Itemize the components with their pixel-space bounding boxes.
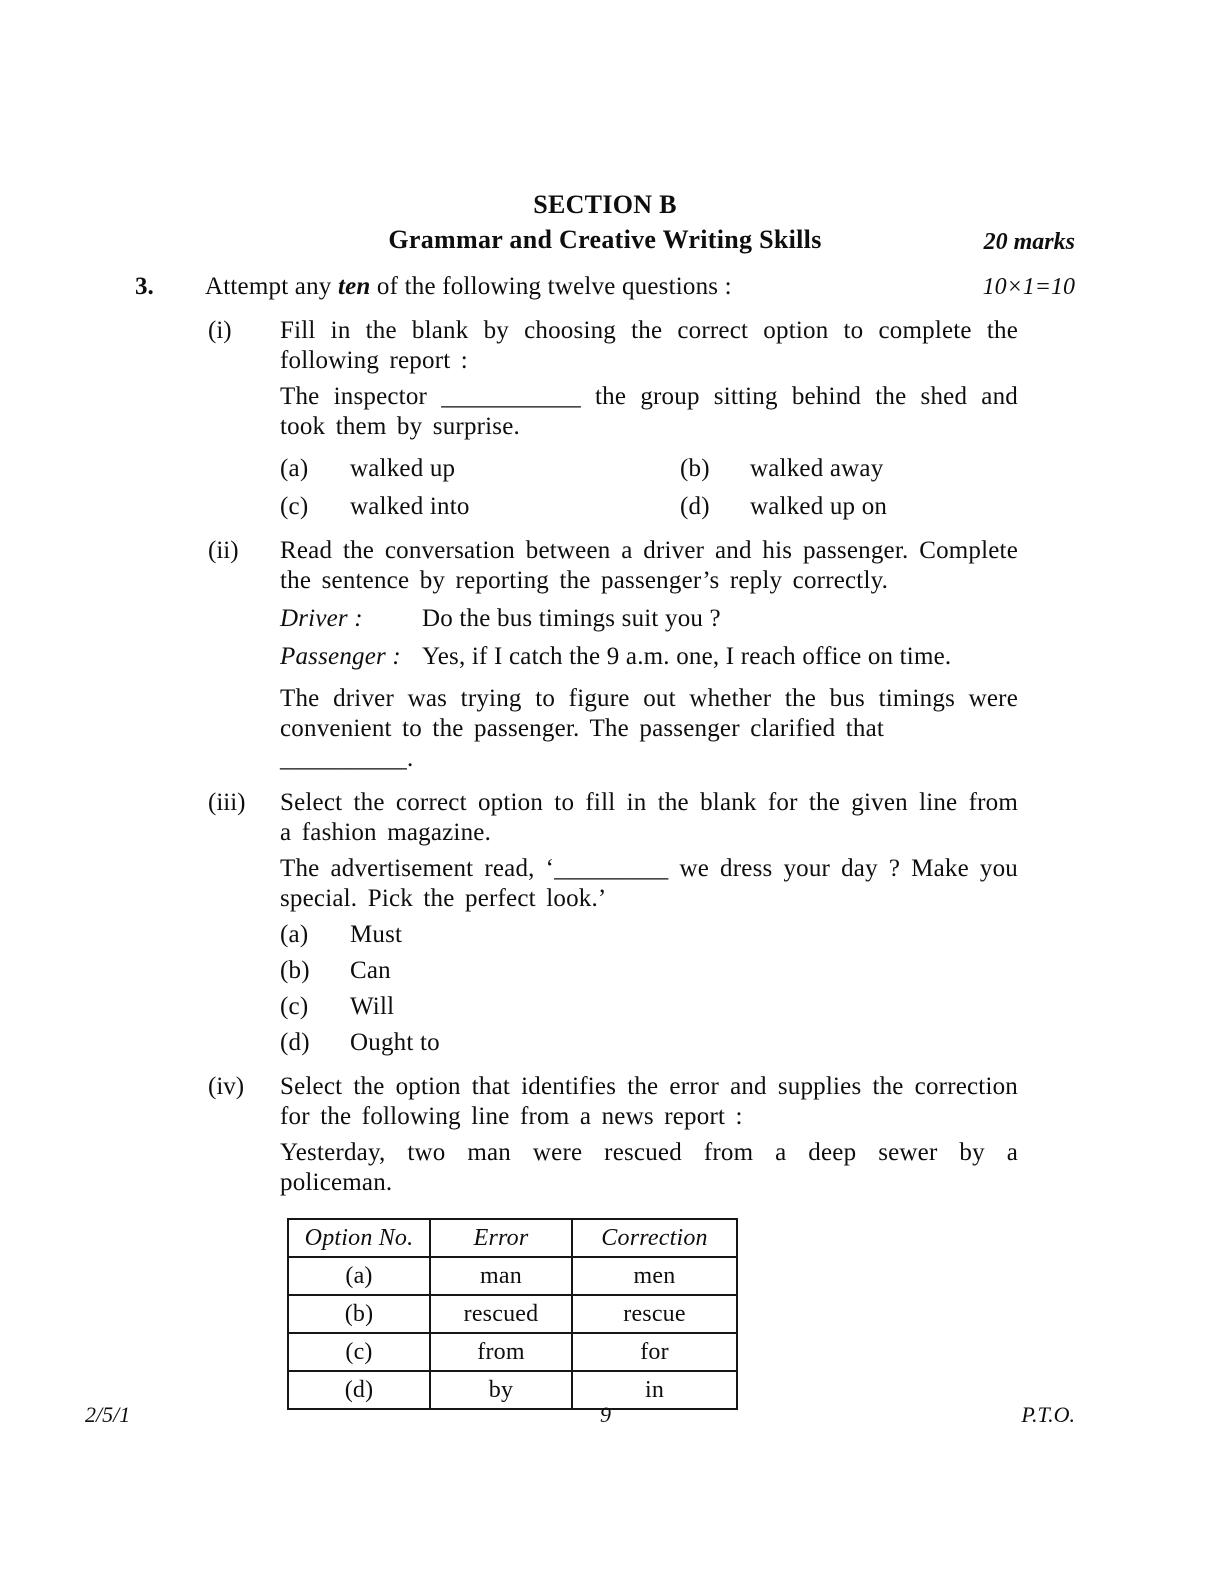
question-3-prompt — [205, 272, 983, 302]
sub-question-i — [208, 316, 1075, 522]
sub-questions — [208, 316, 1075, 1410]
sub-question-iii-options — [280, 920, 1018, 1058]
table-row — [288, 1295, 737, 1333]
option-a-text: Must — [350, 921, 403, 948]
cell-error: man — [430, 1257, 572, 1295]
option-d-label: (d) — [280, 1029, 310, 1056]
section-marks: 20 marks — [983, 229, 1075, 255]
option-d — [680, 492, 1018, 522]
table-row — [288, 1333, 737, 1371]
speaker-driver: Driver : — [280, 605, 363, 632]
option-d-label: (d) — [680, 493, 710, 520]
header-option-no: Option No. — [288, 1219, 430, 1257]
sub-question-ii-instruction: Read the conversation between a driver and his passenger. Complete the sentence by reporting the passenger’s reply correctly. — [280, 537, 1018, 594]
option-b-text: walked away — [750, 455, 884, 482]
cell-correction: in — [572, 1371, 737, 1409]
sub-question-iv-body — [280, 1072, 1018, 1410]
option-b-label: (b) — [680, 455, 710, 482]
sub-question-ii-blank-line: __________. — [280, 745, 414, 772]
sub-question-ii-closing: The driver was trying to figure out whether the bus timings were convenient to the passenger. The passenger clarified that — [280, 685, 1018, 742]
dialogue-row-driver — [280, 604, 1018, 634]
option-b — [280, 956, 1018, 986]
option-b — [680, 454, 1018, 484]
option-b-label: (b) — [280, 957, 310, 984]
sub-question-iii-label: (iii) — [208, 789, 246, 816]
sub-question-iv-stem: Yesterday, two man were rescued from a deep sewer by a policeman. — [280, 1139, 1018, 1196]
sub-question-i-body — [280, 316, 1018, 522]
footer-pto: P.T.O. — [1021, 1402, 1075, 1427]
option-a — [280, 454, 680, 484]
option-a-text: walked up — [350, 455, 456, 482]
option-d-text: walked up on — [750, 493, 888, 520]
error-correction-table — [287, 1218, 738, 1410]
option-c — [280, 992, 1018, 1022]
option-c-text: Will — [350, 993, 395, 1020]
cell-option: (d) — [288, 1371, 430, 1409]
footer-paper-code: 2/5/1 — [85, 1402, 131, 1427]
table-header-row — [288, 1219, 737, 1257]
passenger-line: Yes, if I catch the 9 a.m. one, I reach office on time. — [422, 643, 952, 670]
dialogue — [280, 604, 1018, 672]
option-a — [280, 920, 1018, 950]
cell-correction: rescue — [572, 1295, 737, 1333]
sub-question-i-label: (i) — [208, 317, 232, 344]
header-correction: Correction — [572, 1219, 737, 1257]
sub-question-i-instruction: Fill in the blank by choosing the correct option to complete the following report : — [280, 317, 1018, 374]
header-error: Error — [430, 1219, 572, 1257]
cell-option: (a) — [288, 1257, 430, 1295]
sub-question-i-stem: The inspector ___________ the group sitting behind the shed and took them by surprise. — [280, 383, 1018, 440]
option-d-text: Ought to — [350, 1029, 440, 1056]
option-c-label: (c) — [280, 993, 309, 1020]
sub-question-iv-instruction: Select the option that identifies the error and supplies the correction for the following line from a news report : — [280, 1073, 1018, 1130]
sub-question-iv — [208, 1072, 1075, 1410]
section-subtitle: Grammar and Creative Writing Skills — [388, 225, 822, 254]
option-c — [280, 492, 680, 522]
option-a-label: (a) — [280, 921, 309, 948]
option-c-label: (c) — [280, 493, 309, 520]
prompt-post: of the following twelve questions : — [370, 273, 732, 300]
option-b-text: Can — [350, 957, 391, 984]
table-row — [288, 1371, 737, 1409]
question-3-number: 3. — [135, 273, 154, 300]
section-subtitle-row — [135, 225, 1075, 256]
cell-error: by — [430, 1371, 572, 1409]
cell-error: from — [430, 1333, 572, 1371]
page-content — [135, 190, 1075, 1410]
sub-question-iii — [208, 788, 1075, 1058]
prompt-pre: Attempt any — [205, 273, 338, 300]
section-title: SECTION B — [533, 190, 677, 219]
cell-option: (b) — [288, 1295, 430, 1333]
option-a-label: (a) — [280, 455, 309, 482]
cell-error: rescued — [430, 1295, 572, 1333]
question-3-marks-formula: 10×1=10 — [982, 274, 1075, 300]
prompt-emphasis: ten — [337, 273, 371, 300]
question-3-header — [135, 272, 1075, 302]
speaker-passenger: Passenger : — [280, 643, 401, 670]
sub-question-i-options — [280, 454, 1018, 522]
footer-page-number: 9 — [600, 1402, 611, 1427]
cell-correction: men — [572, 1257, 737, 1295]
cell-option: (c) — [288, 1333, 430, 1371]
sub-question-iii-stem: The advertisement read, ‘_________ we dress your day ? Make you special. Pick the perfect look.’ — [280, 855, 1018, 912]
table-row — [288, 1257, 737, 1295]
option-c-text: walked into — [350, 493, 470, 520]
sub-question-iii-instruction: Select the correct option to fill in the blank for the given line from a fashion magazine. — [280, 789, 1018, 846]
driver-line: Do the bus timings suit you ? — [422, 605, 721, 632]
cell-correction: for — [572, 1333, 737, 1371]
sub-question-iii-body — [280, 788, 1018, 1058]
dialogue-row-passenger — [280, 642, 1018, 672]
sub-question-ii-label: (ii) — [208, 537, 239, 564]
sub-question-ii — [208, 536, 1075, 774]
sub-question-ii-body — [280, 536, 1018, 774]
option-d — [280, 1028, 1018, 1058]
sub-question-iv-label: (iv) — [208, 1073, 245, 1100]
